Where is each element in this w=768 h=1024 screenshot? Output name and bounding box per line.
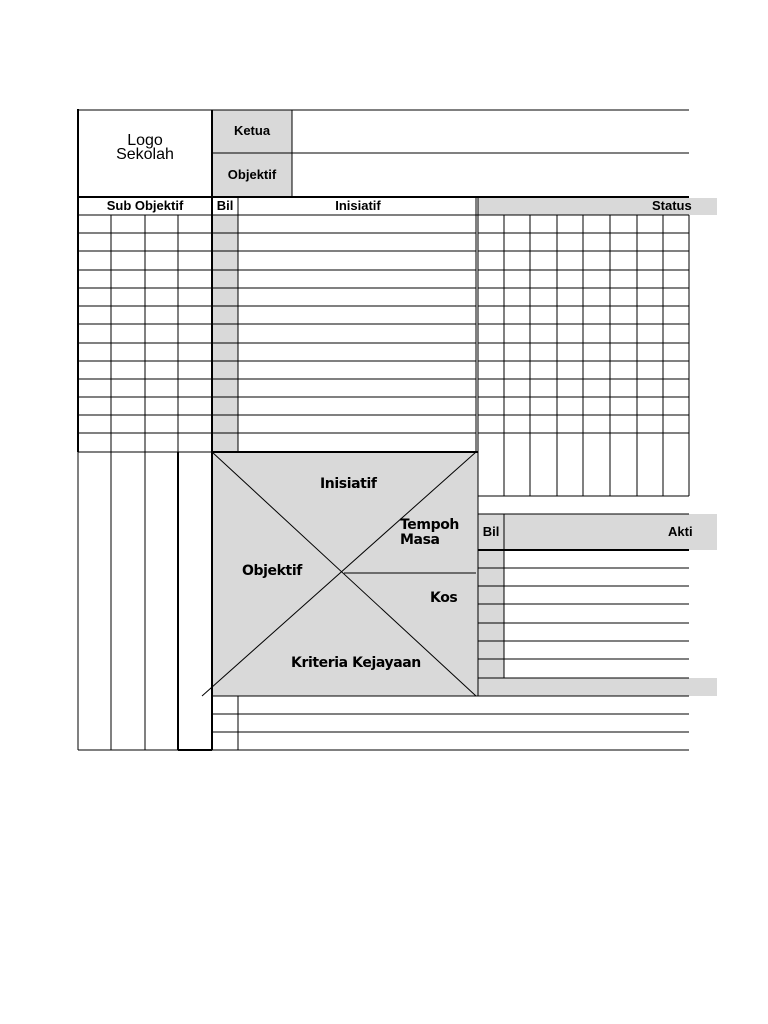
diagram-tempoh-line2: Masa (400, 532, 440, 548)
bil-header: Bil (216, 198, 234, 213)
objektif-label: Objektif (227, 167, 277, 182)
diagram-tempoh-label (400, 518, 459, 548)
diagram-kriteria-label: Kriteria Kejayaan (291, 655, 421, 671)
inisiatif-header: Inisiatif (335, 198, 381, 213)
diagram-kos-label: Kos (430, 590, 458, 606)
aktiviti-footer-fill (478, 678, 717, 696)
ketua-label: Ketua (233, 123, 271, 138)
diagram-objektif-label: Objektif (242, 563, 302, 579)
sub-objektif-header: Sub Objektif (106, 198, 184, 213)
aktiviti-header: Akti (668, 524, 693, 539)
logo-text-line1: Logo (127, 132, 163, 149)
logo-placeholder (78, 134, 212, 162)
status-header: Status (652, 198, 692, 213)
logo-text-line2: Sekolah (116, 146, 174, 163)
aktiviti-bil-header: Bil (482, 524, 500, 539)
diagram-inisiatif-label: Inisiatif (320, 476, 377, 492)
diagram-tempoh-line1: Tempoh (400, 517, 459, 533)
